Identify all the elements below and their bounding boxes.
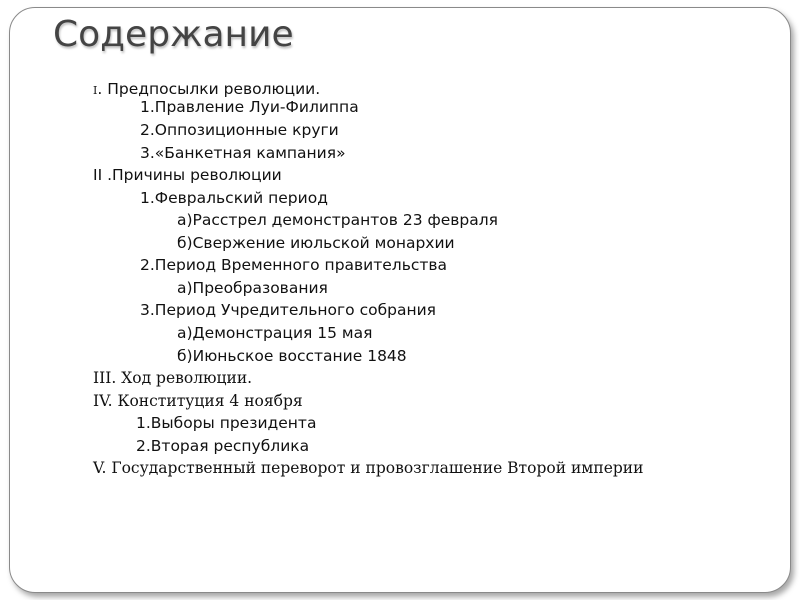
outline-item: 3.Период Учредительного собрания — [140, 301, 436, 319]
outline-item: б)Июньское восстание 1848 — [177, 347, 407, 365]
outline-item: 3.«Банкетная кампания» — [140, 144, 346, 162]
outline-item-text: . Предпосылки революции. — [97, 80, 321, 98]
outline-item: 2.Период Временного правительства — [140, 256, 448, 274]
outline-item: а)Преобразования — [177, 279, 328, 297]
outline-item: 2.Оппозиционные круги — [140, 121, 339, 139]
roman-numeral: I — [93, 84, 98, 97]
outline-item: 1.Правление Луи-Филиппа — [140, 98, 359, 116]
slide-title: Содержание — [53, 14, 294, 55]
outline-item: б)Свержение июльской монархии — [177, 234, 455, 252]
outline-item: а)Расстрел демонстрантов 23 февраля — [177, 211, 498, 229]
outline-item: 1.Февральский период — [140, 189, 328, 207]
outline-item: III. Ход революции. — [93, 369, 253, 387]
outline-item: а)Демонстрация 15 мая — [177, 324, 373, 342]
outline-item: 1.Выборы президента — [136, 414, 317, 432]
outline-item: IV. Конституция 4 ноября — [93, 392, 303, 410]
outline-item: 2.Вторая республика — [136, 437, 310, 455]
outline-item: II .Причины революции — [93, 166, 282, 184]
outline-item: V. Государственный переворот и провозглашение Второй империи — [93, 459, 644, 477]
